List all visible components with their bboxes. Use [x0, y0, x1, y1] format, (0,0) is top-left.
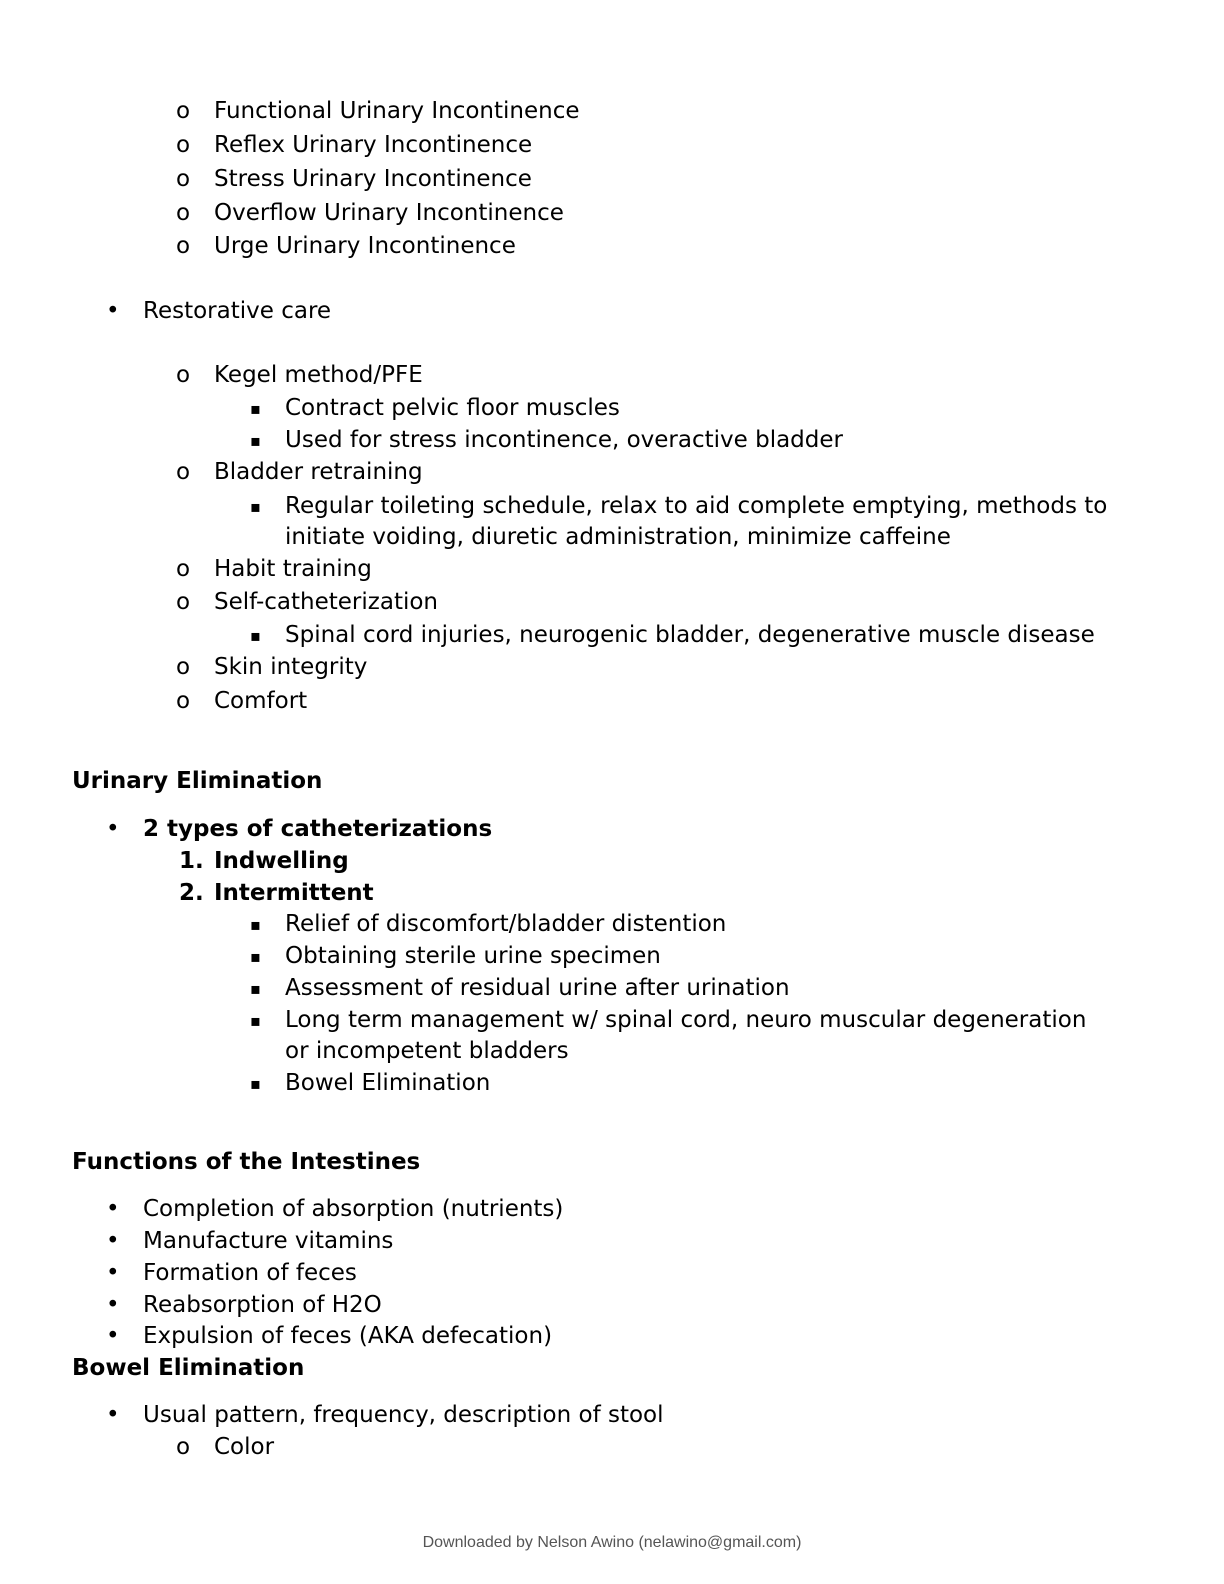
list-item-text: Kegel method/PFE — [214, 362, 423, 388]
section-heading: Bowel Elimination — [72, 1355, 305, 1381]
list-item-text: Stress Urinary Incontinence — [214, 166, 532, 192]
list-item-text: Long term management w/ spinal cord, neuro muscular degeneration — [285, 1007, 1087, 1033]
list-item-text: Contract pelvic floor muscles — [285, 395, 620, 421]
square-marker: ▪ — [250, 979, 261, 998]
list-item-text: Self-catheterization — [214, 589, 439, 615]
list-marker: o — [176, 654, 191, 680]
list-marker: o — [176, 132, 191, 158]
list-item-text: Usual pattern, frequency, description of stool — [143, 1402, 664, 1428]
list-item-text: Regular toileting schedule, relax to aid complete emptying, methods to — [285, 493, 1108, 519]
square-marker: ▪ — [250, 1011, 261, 1030]
square-marker: ▪ — [250, 497, 261, 516]
list-marker: o — [176, 200, 191, 226]
list-item-text: Obtaining sterile urine specimen — [285, 943, 661, 969]
section-heading: Functions of the Intestines — [72, 1149, 421, 1175]
list-marker: o — [176, 1434, 191, 1460]
list-item-text: Relief of discomfort/bladder distention — [285, 911, 727, 937]
bullet-marker: • — [106, 1292, 120, 1318]
square-marker: ▪ — [250, 915, 261, 934]
bullet-marker: • — [106, 1196, 120, 1222]
list-marker: o — [176, 166, 191, 192]
list-item-text: Spinal cord injuries, neurogenic bladder, degenerative muscle disease — [285, 622, 1095, 648]
number-marker: 2. — [179, 880, 204, 906]
bullet-marker: • — [106, 1323, 120, 1349]
list-marker: o — [176, 688, 191, 714]
list-item-text: Intermittent — [214, 880, 374, 906]
list-marker: o — [176, 233, 191, 259]
bullet-marker: • — [106, 1402, 120, 1428]
list-item-text: initiate voiding, diuretic administration, minimize caffeine — [285, 524, 951, 550]
list-marker: o — [176, 589, 191, 615]
list-item-text: 2 types of catheterizations — [143, 816, 493, 842]
download-footer: Downloaded by Nelson Awino (nelawino@gmail.com) — [422, 1534, 802, 1551]
number-marker: 1. — [179, 848, 204, 874]
list-item-text: Overflow Urinary Incontinence — [214, 200, 564, 226]
section-heading: Urinary Elimination — [72, 768, 323, 794]
list-item-text: Urge Urinary Incontinence — [214, 233, 516, 259]
bullet-marker: • — [106, 1260, 120, 1286]
bullet-marker: • — [106, 298, 120, 324]
list-item-text: Reabsorption of H2O — [143, 1292, 382, 1318]
square-marker: ▪ — [250, 947, 261, 966]
list-item-text: Functional Urinary Incontinence — [214, 98, 580, 124]
list-item-text: Color — [214, 1434, 275, 1460]
bullet-marker: • — [106, 1228, 120, 1254]
square-marker: ▪ — [250, 399, 261, 418]
list-item-text: Habit training — [214, 556, 372, 582]
restorative-title: Restorative care — [143, 298, 332, 324]
list-item: o — [176, 98, 191, 124]
square-marker: ▪ — [250, 626, 261, 645]
list-item-text: Expulsion of feces (AKA defecation) — [143, 1323, 553, 1349]
list-marker: o — [176, 459, 191, 485]
list-item-text: Assessment of residual urine after urination — [285, 975, 790, 1001]
list-marker: o — [176, 556, 191, 582]
list-item-text: Formation of feces — [143, 1260, 357, 1286]
list-item-text: Used for stress incontinence, overactive bladder — [285, 427, 843, 453]
list-item-text: Bladder retraining — [214, 459, 423, 485]
list-marker: o — [176, 362, 191, 388]
bullet-marker: • — [106, 816, 120, 842]
list-item-text: Manufacture vitamins — [143, 1228, 394, 1254]
list-item-text: Completion of absorption (nutrients) — [143, 1196, 564, 1222]
square-marker: ▪ — [250, 1074, 261, 1093]
list-item-text: Comfort — [214, 688, 308, 714]
list-item-text: Bowel Elimination — [285, 1070, 491, 1096]
list-item-text: Reflex Urinary Incontinence — [214, 132, 533, 158]
square-marker: ▪ — [250, 431, 261, 450]
list-item-text: Indwelling — [214, 848, 349, 874]
list-item-text: or incompetent bladders — [285, 1038, 569, 1064]
list-item-text: Skin integrity — [214, 654, 368, 680]
